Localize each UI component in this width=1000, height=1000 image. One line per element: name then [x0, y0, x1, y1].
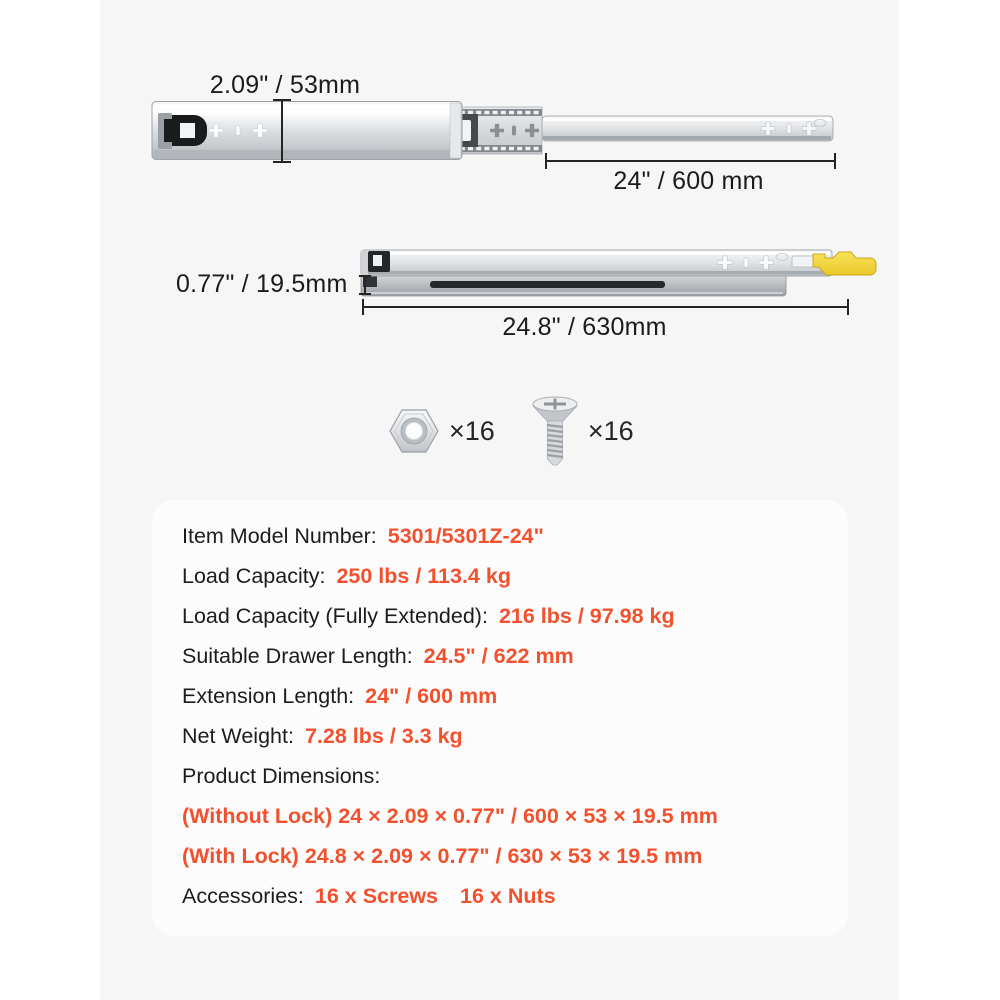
- spec-value: 16 x Screws: [314, 884, 438, 908]
- spec-row-load-capacity: [182, 563, 830, 590]
- spec-value: 5301/5301Z-24": [387, 524, 544, 548]
- end-clip-icon: [368, 251, 390, 272]
- nut-icon: [388, 407, 440, 455]
- spec-value: 216 lbs / 97.98 kg: [498, 604, 675, 628]
- upper-rail: [361, 250, 832, 276]
- screw-item: [531, 395, 634, 467]
- slide-thickness-label-group: [176, 270, 374, 299]
- spec-value: 24" / 600 mm: [365, 684, 498, 708]
- screw-count: ×16: [587, 415, 634, 446]
- drawer-member: [152, 102, 462, 160]
- specs-card: [152, 500, 848, 936]
- spec-label: Product Dimensions:: [182, 764, 381, 788]
- spec-row-dimensions-without-lock: [182, 803, 830, 830]
- spec-value-2: 16 x Nuts: [460, 884, 556, 908]
- spec-label: Item Model Number:: [182, 524, 377, 548]
- included-hardware: [388, 394, 634, 468]
- spec-row-extension-length: [182, 683, 830, 710]
- spec-row-product-dimensions: [182, 763, 830, 790]
- spec-row-drawer-length: [182, 643, 830, 670]
- slide-length-label: 24" / 600 mm: [613, 167, 764, 195]
- spec-value: (Without Lock) 24 × 2.09 × 0.77" / 600 × 53 × 19.5 mm: [182, 804, 718, 828]
- spec-value: (With Lock) 24.8 × 2.09 × 0.77" / 630 × 53 × 19.5 mm: [182, 844, 703, 868]
- spec-row-net-weight: [182, 723, 830, 750]
- spec-value: 7.28 lbs / 3.3 kg: [304, 724, 463, 748]
- nut-count: ×16: [449, 415, 495, 446]
- spec-label: Load Capacity (Fully Extended):: [182, 604, 488, 628]
- slide-thickness-label: 0.77" / 19.5mm: [176, 270, 348, 298]
- drawer-slide-closed-illustration: [355, 243, 890, 305]
- spec-row-model: [182, 523, 830, 550]
- black-latch-icon: [158, 113, 207, 149]
- spec-row-dimensions-with-lock: [182, 843, 830, 870]
- thickness-ibeam-icon: [356, 273, 374, 297]
- closed-slide-length-label: 24.8" / 630mm: [502, 313, 667, 341]
- slide-width-label: 2.09" / 53mm: [209, 71, 361, 99]
- spec-value: 250 lbs / 113.4 kg: [336, 564, 511, 588]
- spec-label: Suitable Drawer Length:: [182, 644, 413, 668]
- screw-icon: [531, 395, 579, 467]
- spec-label: Extension Length:: [182, 684, 355, 708]
- spec-value: 24.5" / 622 mm: [423, 644, 574, 668]
- spec-row-load-capacity-extended: [182, 603, 830, 630]
- spec-label: Accessories:: [182, 884, 304, 908]
- spec-row-accessories: [182, 883, 830, 910]
- spec-label: Net Weight:: [182, 724, 294, 748]
- spec-label: Load Capacity:: [182, 564, 326, 588]
- cabinet-member: [542, 116, 833, 141]
- nut-item: [388, 407, 495, 455]
